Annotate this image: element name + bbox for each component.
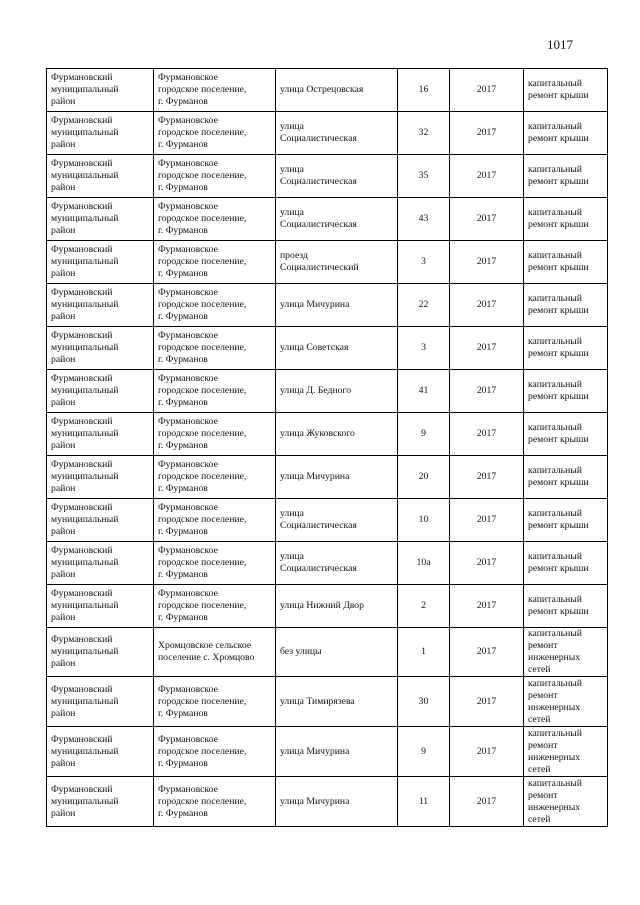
settlement-cell	[154, 499, 276, 542]
work-type-cell-text: капитальный ремонт крыши	[528, 164, 589, 187]
page-number: 1017	[547, 37, 573, 52]
work-type-cell	[524, 69, 608, 112]
work-type-cell	[524, 456, 608, 499]
settlement-cell-text: Фурмановское городское поселение, г. Фурманов	[158, 201, 247, 236]
work-type-cell-text: капитальный ремонт инженерных сетей	[528, 677, 582, 725]
street-cell	[276, 241, 398, 284]
district-cell	[47, 727, 154, 777]
year-cell	[450, 456, 524, 499]
year-cell	[450, 727, 524, 777]
table-row	[47, 69, 608, 112]
year-cell-text: 2017	[476, 256, 497, 267]
street-cell-text: улица Мичурина	[280, 745, 350, 757]
house-number-cell	[398, 628, 450, 677]
street-cell	[276, 198, 398, 241]
street-cell	[276, 327, 398, 370]
table-row	[47, 456, 608, 499]
work-type-cell	[524, 155, 608, 198]
work-type-cell	[524, 777, 608, 827]
district-cell	[47, 241, 154, 284]
year-cell	[450, 155, 524, 198]
district-cell	[47, 198, 154, 241]
work-type-cell-text: капитальный ремонт крыши	[528, 78, 589, 101]
work-type-cell-text: капитальный ремонт инженерных сетей	[528, 628, 582, 675]
year-cell	[450, 284, 524, 327]
street-cell-text: улица Тимирязева	[280, 695, 355, 707]
house-number-cell-text: 30	[418, 695, 429, 707]
district-cell-text: Фурмановский муниципальный район	[51, 416, 119, 451]
district-cell	[47, 112, 154, 155]
house-number-cell	[398, 585, 450, 628]
street-cell	[276, 542, 398, 585]
district-cell-text: Фурмановский муниципальный район	[51, 733, 119, 769]
district-cell-text: Фурмановский муниципальный район	[51, 545, 119, 580]
house-number-cell	[398, 370, 450, 413]
work-type-cell-text: капитальный ремонт крыши	[528, 293, 589, 316]
street-cell-text: улица Социалистическая	[280, 164, 357, 187]
settlement-cell	[154, 456, 276, 499]
district-cell	[47, 413, 154, 456]
house-number-cell	[398, 456, 450, 499]
work-type-cell	[524, 499, 608, 542]
district-cell-text: Фурмановский муниципальный район	[51, 502, 119, 537]
year-cell-text: 2017	[476, 84, 497, 95]
district-cell-text: Фурмановский муниципальный район	[51, 158, 119, 193]
house-number-cell-text: 43	[418, 213, 429, 224]
table-row	[47, 777, 608, 827]
work-type-cell	[524, 327, 608, 370]
settlement-cell	[154, 370, 276, 413]
house-number-cell-text: 16	[418, 84, 429, 95]
housing-repair-table	[46, 68, 608, 827]
table-row	[47, 284, 608, 327]
year-cell-text: 2017	[476, 428, 497, 439]
settlement-cell	[154, 413, 276, 456]
work-type-cell	[524, 198, 608, 241]
table-row	[47, 327, 608, 370]
table-row	[47, 370, 608, 413]
district-cell	[47, 155, 154, 198]
district-cell-text: Фурмановский муниципальный район	[51, 330, 119, 365]
house-number-cell-text: 9	[421, 428, 426, 439]
house-number-cell-text: 35	[418, 170, 429, 181]
settlement-cell-text: Фурмановское городское поселение, г. Фурманов	[158, 733, 247, 769]
house-number-cell-text: 32	[418, 127, 429, 138]
settlement-cell	[154, 112, 276, 155]
table-row	[47, 241, 608, 284]
work-type-cell-text: капитальный ремонт крыши	[528, 594, 589, 617]
year-cell-text: 2017	[476, 600, 497, 611]
district-cell	[47, 677, 154, 727]
settlement-cell-text: Фурмановское городское поселение, г. Фурманов	[158, 783, 247, 819]
street-cell	[276, 413, 398, 456]
work-type-cell-text: капитальный ремонт крыши	[528, 422, 589, 445]
house-number-cell-text: 41	[418, 385, 429, 396]
table-body	[47, 69, 608, 827]
year-cell-text: 2017	[476, 557, 497, 568]
settlement-cell-text: Фурмановское городское поселение, г. Фурманов	[158, 244, 247, 279]
street-cell	[276, 585, 398, 628]
settlement-cell	[154, 198, 276, 241]
table-row	[47, 112, 608, 155]
table-row	[47, 542, 608, 585]
street-cell-text: улица Мичурина	[280, 299, 350, 310]
house-number-cell-text: 9	[421, 745, 426, 757]
year-cell	[450, 628, 524, 677]
work-type-cell-text: капитальный ремонт крыши	[528, 250, 589, 273]
settlement-cell	[154, 155, 276, 198]
house-number-cell-text: 3	[421, 256, 426, 267]
house-number-cell	[398, 542, 450, 585]
year-cell	[450, 241, 524, 284]
year-cell-text: 2017	[476, 127, 497, 138]
settlement-cell	[154, 241, 276, 284]
year-cell-text: 2017	[476, 213, 497, 224]
district-cell-text: Фурмановский муниципальный район	[51, 683, 119, 719]
district-cell	[47, 777, 154, 827]
work-type-cell	[524, 585, 608, 628]
district-cell-text: Фурмановский муниципальный район	[51, 373, 119, 408]
work-type-cell-text: капитальный ремонт крыши	[528, 207, 589, 230]
district-cell-text: Фурмановский муниципальный район	[51, 783, 119, 819]
district-cell	[47, 284, 154, 327]
street-cell	[276, 777, 398, 827]
settlement-cell-text: Фурмановское городское поселение, г. Фурманов	[158, 287, 247, 322]
year-cell-text: 2017	[476, 342, 497, 353]
year-cell	[450, 327, 524, 370]
house-number-cell	[398, 413, 450, 456]
street-cell-text: улица Жуковского	[280, 428, 355, 439]
work-type-cell	[524, 727, 608, 777]
year-cell-text: 2017	[476, 646, 497, 657]
district-cell-text: Фурмановский муниципальный район	[51, 287, 119, 322]
house-number-cell	[398, 284, 450, 327]
settlement-cell-text: Фурмановское городское поселение, г. Фурманов	[158, 115, 247, 150]
work-type-cell	[524, 370, 608, 413]
year-cell-text: 2017	[476, 695, 497, 707]
table-row	[47, 628, 608, 677]
street-cell-text: улица Социалистическая	[280, 551, 357, 574]
street-cell-text: улица Мичурина	[280, 795, 350, 807]
street-cell	[276, 69, 398, 112]
house-number-cell	[398, 727, 450, 777]
year-cell-text: 2017	[476, 514, 497, 525]
street-cell-text: улица Мичурина	[280, 471, 350, 482]
street-cell	[276, 677, 398, 727]
work-type-cell-text: капитальный ремонт крыши	[528, 121, 589, 144]
year-cell-text: 2017	[476, 795, 497, 807]
street-cell-text: улица Нижний Двор	[280, 600, 364, 611]
year-cell	[450, 69, 524, 112]
year-cell	[450, 542, 524, 585]
district-cell	[47, 628, 154, 677]
settlement-cell	[154, 628, 276, 677]
settlement-cell	[154, 69, 276, 112]
house-number-cell-text: 1	[421, 646, 426, 657]
settlement-cell-text: Фурмановское городское поселение, г. Фурманов	[158, 373, 247, 408]
settlement-cell-text: Фурмановское городское поселение, г. Фурманов	[158, 459, 247, 494]
district-cell	[47, 585, 154, 628]
settlement-cell-text: Фурмановское городское поселение, г. Фурманов	[158, 330, 247, 365]
house-number-cell	[398, 777, 450, 827]
street-cell	[276, 499, 398, 542]
house-number-cell	[398, 198, 450, 241]
year-cell	[450, 585, 524, 628]
district-cell	[47, 499, 154, 542]
year-cell-text: 2017	[476, 745, 497, 757]
year-cell-text: 2017	[476, 471, 497, 482]
settlement-cell-text: Хромцовское сельское поселение с. Хромцово	[158, 640, 255, 663]
district-cell	[47, 456, 154, 499]
work-type-cell	[524, 542, 608, 585]
district-cell	[47, 69, 154, 112]
house-number-cell	[398, 69, 450, 112]
house-number-cell	[398, 112, 450, 155]
work-type-cell	[524, 112, 608, 155]
street-cell-text: улица Д. Бедного	[280, 385, 352, 396]
district-cell	[47, 327, 154, 370]
settlement-cell-text: Фурмановское городское поселение, г. Фурманов	[158, 683, 247, 719]
street-cell	[276, 370, 398, 413]
table-row	[47, 413, 608, 456]
house-number-cell-text: 20	[418, 471, 429, 482]
street-cell-text: улица Социалистическая	[280, 121, 357, 144]
street-cell-text: улица Социалистическая	[280, 508, 357, 531]
house-number-cell-text: 3	[421, 342, 426, 353]
settlement-cell	[154, 777, 276, 827]
settlement-cell	[154, 327, 276, 370]
district-cell-text: Фурмановский муниципальный район	[51, 201, 119, 236]
street-cell	[276, 284, 398, 327]
table-row	[47, 198, 608, 241]
house-number-cell-text: 10	[418, 514, 429, 525]
year-cell-text: 2017	[476, 299, 497, 310]
district-cell-text: Фурмановский муниципальный район	[51, 72, 119, 107]
settlement-cell	[154, 677, 276, 727]
work-type-cell-text: капитальный ремонт крыши	[528, 465, 589, 488]
house-number-cell	[398, 155, 450, 198]
year-cell	[450, 198, 524, 241]
district-cell	[47, 370, 154, 413]
house-number-cell-text: 2	[421, 600, 426, 611]
year-cell	[450, 777, 524, 827]
year-cell-text: 2017	[476, 385, 497, 396]
work-type-cell-text: капитальный ремонт крыши	[528, 508, 589, 531]
street-cell-text: улица Социалистическая	[280, 207, 357, 230]
table-row	[47, 499, 608, 542]
year-cell	[450, 370, 524, 413]
work-type-cell-text: капитальный ремонт крыши	[528, 336, 589, 359]
work-type-cell-text: капитальный ремонт крыши	[528, 379, 589, 402]
district-cell-text: Фурмановский муниципальный район	[51, 588, 119, 623]
house-number-cell	[398, 499, 450, 542]
street-cell	[276, 112, 398, 155]
house-number-cell-text: 11	[418, 795, 429, 807]
year-cell	[450, 413, 524, 456]
settlement-cell	[154, 284, 276, 327]
house-number-cell	[398, 327, 450, 370]
work-type-cell	[524, 628, 608, 677]
work-type-cell-text: капитальный ремонт инженерных сетей	[528, 777, 582, 825]
street-cell-text: без улицы	[280, 646, 322, 657]
street-cell	[276, 155, 398, 198]
work-type-cell	[524, 413, 608, 456]
year-cell	[450, 499, 524, 542]
work-type-cell	[524, 241, 608, 284]
district-cell-text: Фурмановский муниципальный район	[51, 115, 119, 150]
settlement-cell	[154, 542, 276, 585]
table-row	[47, 585, 608, 628]
street-cell	[276, 628, 398, 677]
street-cell-text: улица Острецовская	[280, 84, 364, 95]
settlement-cell-text: Фурмановское городское поселение, г. Фурманов	[158, 416, 247, 451]
district-cell-text: Фурмановский муниципальный район	[51, 634, 119, 669]
street-cell-text: улица Советская	[280, 342, 349, 353]
year-cell-text: 2017	[476, 170, 497, 181]
house-number-cell-text: 22	[418, 299, 429, 310]
settlement-cell-text: Фурмановское городское поселение, г. Фурманов	[158, 588, 247, 623]
settlement-cell-text: Фурмановское городское поселение, г. Фурманов	[158, 158, 247, 193]
district-cell	[47, 542, 154, 585]
table-row	[47, 677, 608, 727]
district-cell-text: Фурмановский муниципальный район	[51, 244, 119, 279]
house-number-cell-text: 10а	[416, 557, 431, 568]
house-number-cell	[398, 241, 450, 284]
work-type-cell	[524, 284, 608, 327]
year-cell	[450, 112, 524, 155]
work-type-cell-text: капитальный ремонт крыши	[528, 551, 589, 574]
district-cell-text: Фурмановский муниципальный район	[51, 459, 119, 494]
settlement-cell-text: Фурмановское городское поселение, г. Фурманов	[158, 502, 247, 537]
street-cell	[276, 727, 398, 777]
table-row	[47, 155, 608, 198]
house-number-cell	[398, 677, 450, 727]
street-cell	[276, 456, 398, 499]
settlement-cell	[154, 727, 276, 777]
work-type-cell	[524, 677, 608, 727]
settlement-cell	[154, 585, 276, 628]
settlement-cell-text: Фурмановское городское поселение, г. Фурманов	[158, 545, 247, 580]
work-type-cell-text: капитальный ремонт инженерных сетей	[528, 727, 582, 775]
settlement-cell-text: Фурмановское городское поселение, г. Фурманов	[158, 72, 247, 107]
street-cell-text: проезд Социалистический	[280, 250, 359, 273]
table-row	[47, 727, 608, 777]
year-cell	[450, 677, 524, 727]
